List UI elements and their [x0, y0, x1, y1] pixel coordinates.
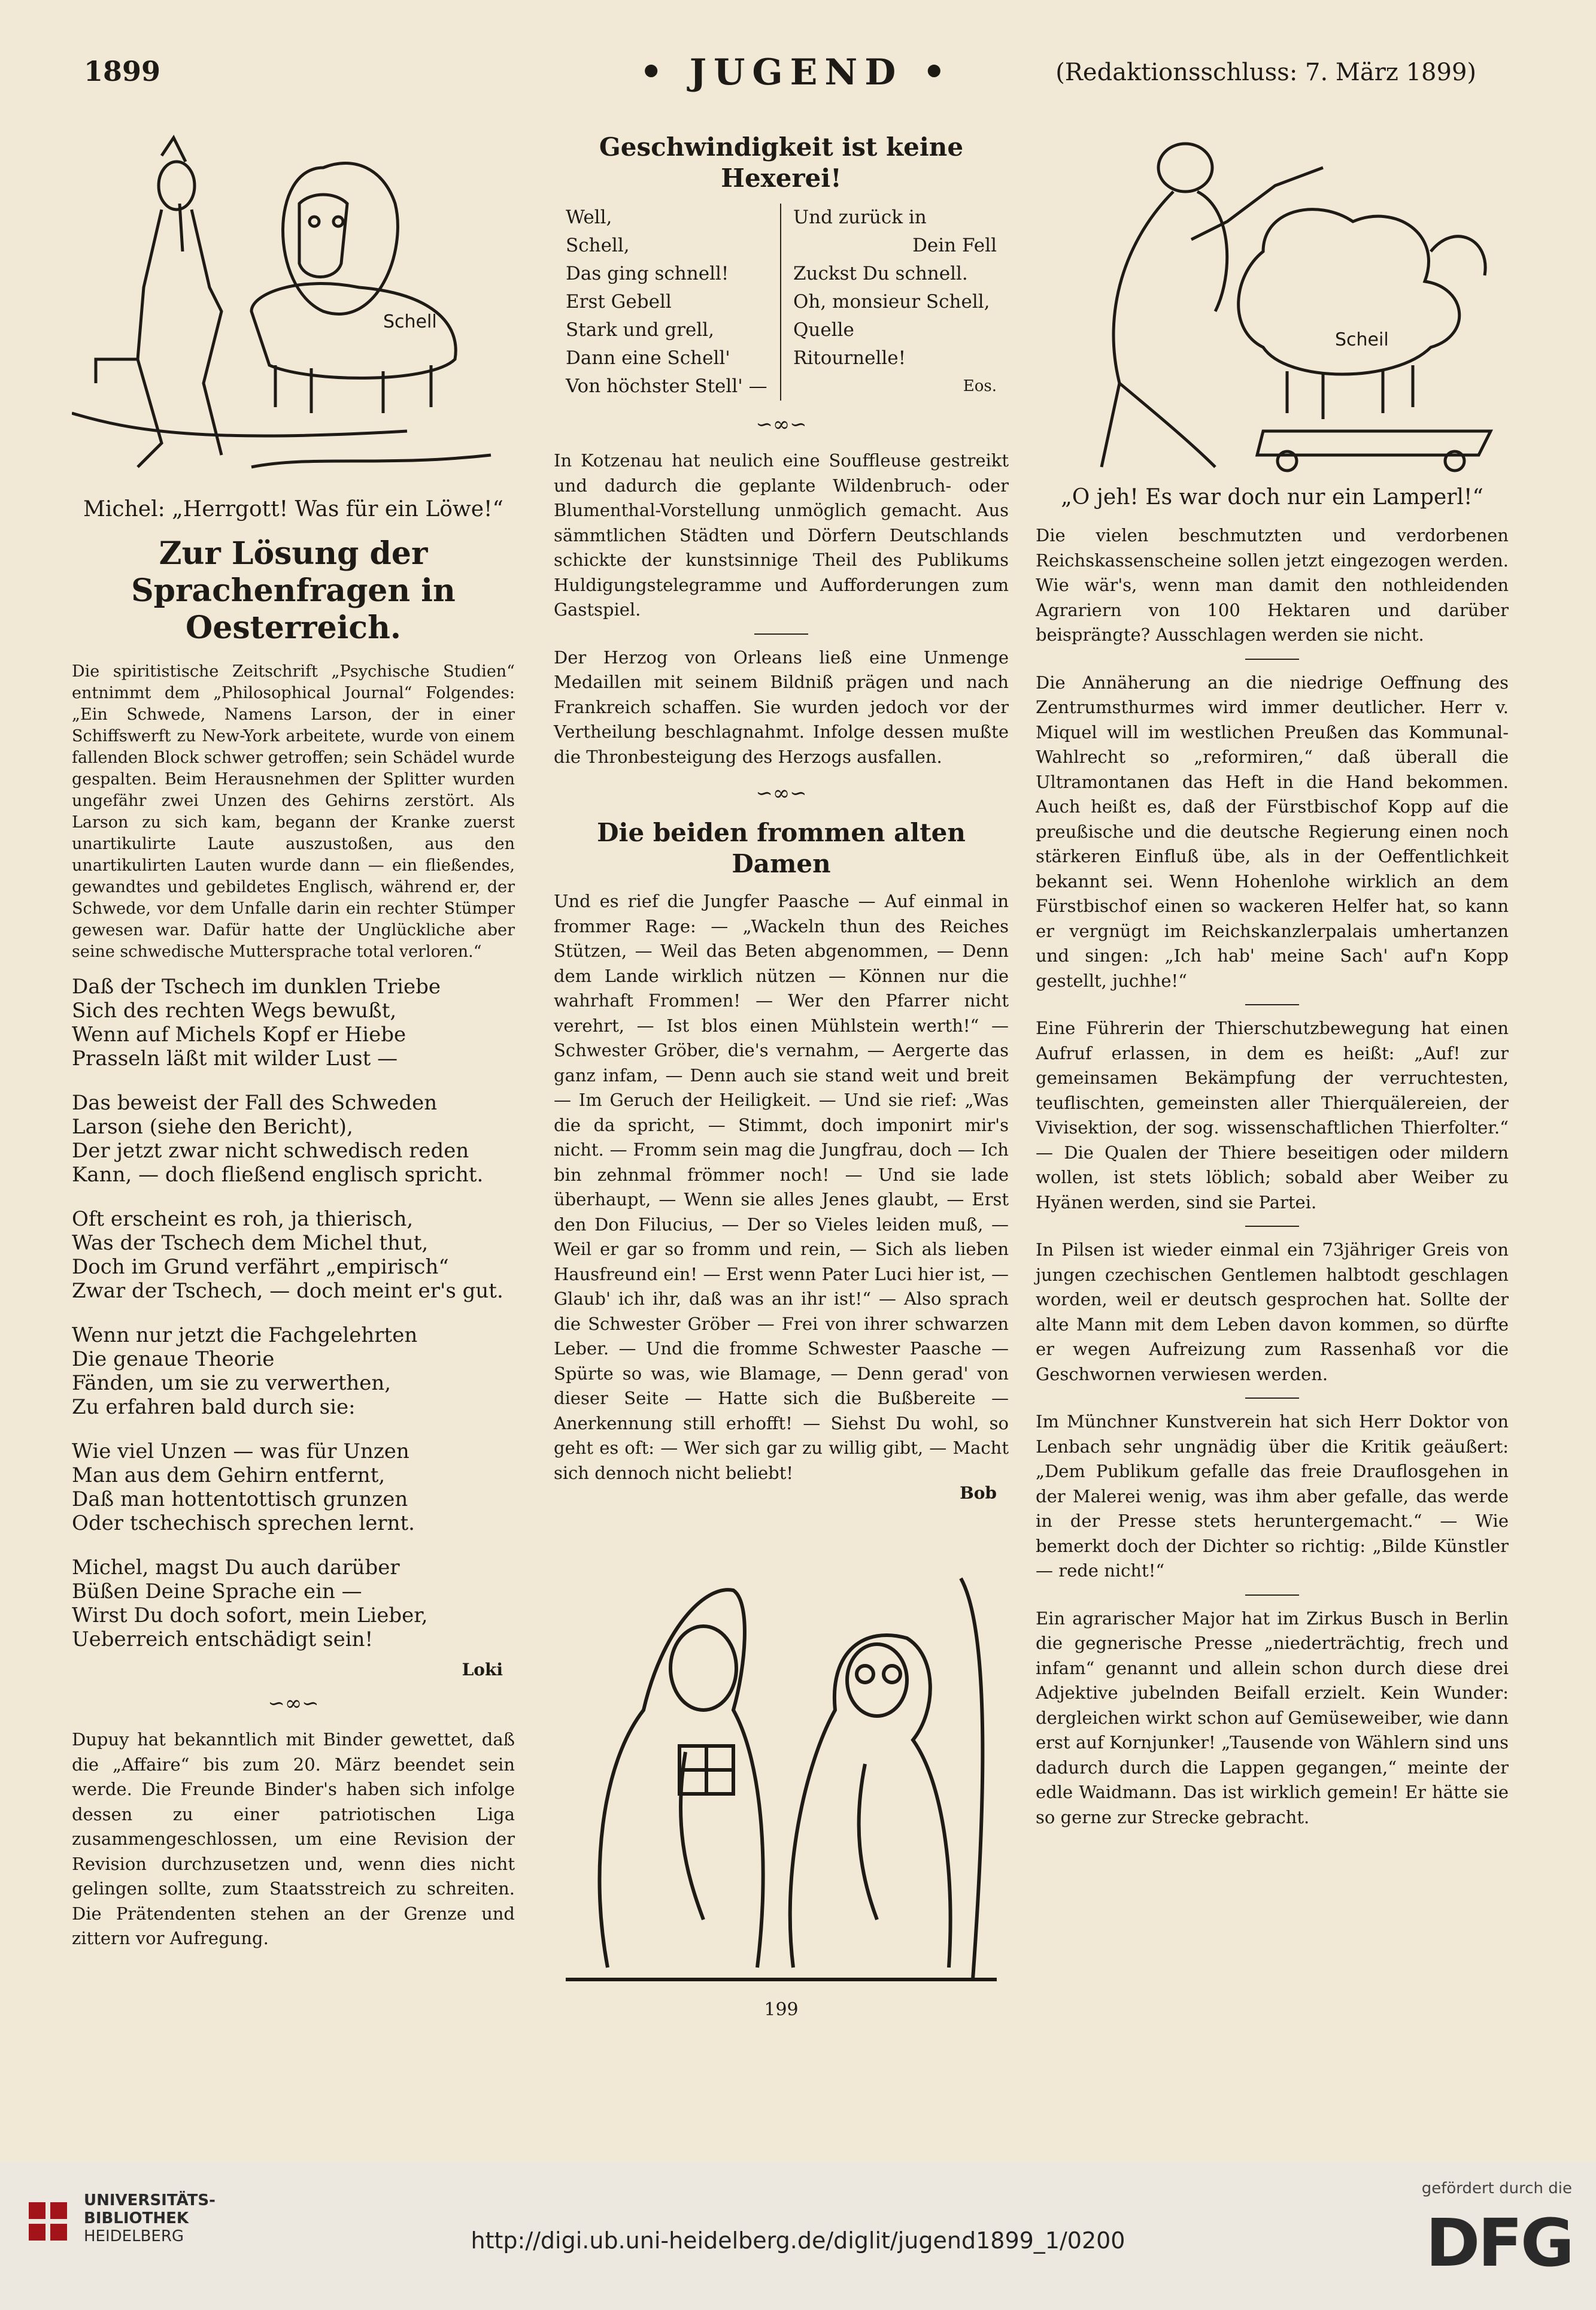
poem-two-column	[554, 204, 1009, 401]
paragraph-damen: Und es rief die Jungfer Paasche — Auf einmal in frommer Rage: — „Wackeln thun des Reiches Stützen, — Weil das Beten abgenommen, — Denn dem Lande wirklich nützen — Können nur die wahrhaft Frommen! — Wer den Pfarrer nicht verehrt, — Ist blos einen Mühlstein werth!“ — Schwester Gröber, die's vernahm, — Aergerte das ganz infam, — Denn auch sie stand weit und breit — Im Geruch der Heiligkeit. — Und sie rief: „Was die da spricht, — Stimmt, doch imponirt mir's nicht. — Fromm sein mag die Jungfrau, doch — Ich bin zehnmal frömmer noch! — Und sie lade überhaupt, — Wenn sie alles Jenes glaubt, — Erst den Don Filucius, — Der so Vieles leiden muß, — Weil er gar so fromm und rein, — Sich als lieben Hausfreund ein! — Erst wenn Pater Luci hier ist, — Glaub' ich ihr, daß was an ihr ist!“ — Also sprach die Schwester Gröber — Frei von ihrer schwarzen Leber. — Und die fromme Schwester Paasche — Spürte so was, wie Blamage, — Denn gerad' von dieser Seite — Hatte sich die Bußbereite — Anerkennung still erhofft! — Siehst Du wohl, so geht es oft: — Wer sich gar zu willig gibt, — Macht sich dennoch nicht beliebt!	[554, 891, 1009, 1483]
caption-lamperl: „O jeh! Es war doch nur ein Lamperl!“	[1061, 485, 1483, 510]
ornament: ∽∞∽	[755, 781, 807, 805]
left-column	[72, 132, 515, 1961]
verse-stanza: Wie viel Unzen — was für Unzen Man aus dem Gehirn entfernt, Daß man hottentottisch grunzen Oder tschechisch sprechen lernt.	[72, 1439, 415, 1535]
header-title: • JUGEND •	[639, 51, 953, 93]
right-column	[1036, 132, 1509, 1839]
verse-stanza: Wenn nur jetzt die Fachgelehrten Die genaue Theorie Fänden, um sie zu verwerthen, Zu erfahren bald durch sie:	[72, 1323, 418, 1419]
header-year: 1899	[84, 55, 161, 87]
verse-stanza: Das beweist der Fall des Schweden Larson (siehe den Bericht), Der jetzt zwar nicht schwedisch reden Kann, — doch fließend englisch spricht.	[72, 1091, 484, 1187]
ornament: ∽∞∽	[268, 1691, 319, 1715]
illustration-two-ladies	[554, 1512, 1009, 1991]
header-deadline: (Redaktionsschluss: 7. März 1899)	[1055, 59, 1476, 86]
lamb-drawing	[1036, 132, 1509, 479]
illustration-michel-lion	[72, 132, 515, 491]
paragraph-thierschutz: Eine Führerin der Thierschutzbewegung hat einen Aufruf erlassen, in dem es heißt: „Auf! zur gemeinsamen Bekämpfung der verruchtesten, teuflischten, gemeinsten aller Thierquälereien, der Vivisektion, der sog. wissenschaftlichen Thierfolter.“ — Die Qualen der Thiere beseitigen oder mildern wollen, ist stets löblich; sobald aber Weiber zu Hyänen werden, sind sie Partei.	[1036, 1018, 1509, 1212]
divider	[1245, 1594, 1299, 1596]
verse-stanza: Michel, magst Du auch darüber Büßen Deine Sprache ein — Wirst Du doch sofort, mein Lieber, Ueberreich entschädigt sein!	[72, 1556, 428, 1651]
article-intro: Die spiritistische Zeitschrift „Psychische Studien“ entnimmt dem „Philosophical Journal“ Folgendes: „Ein Schwede, Namens Larson, der in einer Schiffswerft zu New-York arbeitete, wurde von einem fallenden Block schwer getroffen; sein Schädel wurde gespalten. Beim Herausnehmen der Splitter wurden ungefähr zwei Unzen des Gehirns zerstört. Als Larson zu sich kam, begann der Kranke zuerst unartikulirte Laute auszustoßen, aus den unartikulirten Lauten wurde dann — ein fließendes, gewandtes und gebildetes Englisch, während er, der Schwede, vor dem Unfalle darin ein rechter Stümper gewesen war. Dafür hatte der Unglückliche aber seine schwedische Muttersprache total verloren.“	[72, 662, 515, 961]
dfg-logo: DFG	[1425, 2205, 1572, 2281]
divider	[1245, 1397, 1299, 1399]
middle-column	[554, 132, 1009, 2036]
poem-line: Dann eine Schell'	[566, 347, 730, 369]
document-url-link[interactable]: http://digi.ub.uni-heidelberg.de/diglit/jugend1899_1/0200	[471, 2227, 1125, 2254]
page-number: 199	[764, 1999, 799, 2020]
paragraph-kunstverein: Im Münchner Kunstverein hat sich Herr Doktor von Lenbach sehr ungnädig über die Kritik geäußert: „Dem Publikum gefalle das freie Drauflosgehen in der Malerei wenig, was ihm aber gefalle, das werde in der Presse stets heruntergemacht.“ — Wie bemerkt doch der Dichter so richtig: „Bilde Künstler — rede nicht!“	[1036, 1411, 1509, 1581]
poem-right-column	[781, 204, 1009, 401]
poem-line: Quelle	[793, 319, 854, 341]
illustration-lamb	[1036, 132, 1509, 479]
funded-by-label: gefördert durch die	[1421, 2179, 1572, 2197]
paragraph-orleans: Der Herzog von Orleans ließ eine Unmenge Medaillen mit seinem Bildniß prägen und nach Frankreich schaffen. Sie wurden jedoch vor der Vertheilung beschlagnahmt. Infolge dessen mußte die Thronbesteigung des Herzogs ausfallen.	[554, 647, 1009, 767]
paragraph-dupuy: Dupuy hat bekanntlich mit Binder gewettet, daß die „Affaire“ bis zum 20. März beendet sein werde. Die Freunde Binder's haben sich infolge dessen zu einer patriotischen Liga zusammengeschlossen, um eine Revision der Revision durchzusetzen und, wenn dies nicht gelingen sollte, zum Staatsstreich zu schreiten. Die Prätendenten stehen an der Grenze und zittern vor Aufregung.	[72, 1729, 515, 1948]
library-name-line: BIBLIOTHEK	[84, 2209, 189, 2227]
signature-loki: Loki	[462, 1660, 503, 1680]
caption-michel: Michel: „Herrgott! Was für ein Löwe!“	[83, 497, 503, 522]
divider	[1245, 659, 1299, 660]
poem-line: Dein Fell	[912, 235, 997, 256]
poem-line: Well,	[566, 207, 612, 228]
paragraph-pilsen: In Pilsen ist wieder einmal ein 73jähriger Greis von jungen czechischen Gentlemen halbtodt geschlagen worden, weil er deutsch gesprochen hat. Sollte der alte Mann mit dem Leben davon kommen, so dürfte er wegen Aufreizung zum Rassenhaß vor die Geschwornen verwiesen werden.	[1036, 1239, 1509, 1384]
signature-bob: Bob	[960, 1483, 997, 1503]
poem-line: Das ging schnell!	[566, 263, 729, 284]
poem-title: Geschwindigkeit ist keine Hexerei!	[599, 132, 964, 193]
poem-line: Stark und grell,	[566, 319, 714, 341]
divider	[1245, 1226, 1299, 1227]
poem-line: Und zurück in	[793, 207, 927, 228]
poem-line: Von höchster Stell' —	[566, 375, 767, 397]
viewer-footer	[0, 2162, 1596, 2310]
divider	[754, 633, 808, 635]
verse-stanza: Oft erscheint es roh, ja thierisch, Was der Tschech dem Michel thut, Doch im Grund verfährt „empirisch“ Zwar der Tschech, — doch meint er's gut.	[72, 1207, 503, 1303]
paragraph-major: Ein agrarischer Major hat im Zirkus Busch in Berlin die gegnerische Presse „niederträchtig, frech und infam“ genannt und allein schon durch diese drei Adjektive jubelnden Beifall erzielt. Kein Wunder: dergleichen wirkt schon auf Gemüseweiber, wie dann erst auf Kornjunker! „Tausende von Wählern sind uns dadurch durch die Lappen gegangen,“ meinte der edle Waidmann. Das ist wirklich gemein! Er hätte sie so gerne zur Strecke gebracht.	[1036, 1608, 1509, 1827]
article-title-damen: Die beiden frommen alten Damen	[597, 818, 966, 878]
michel-lion-drawing	[72, 132, 515, 491]
poem-left-column	[554, 204, 781, 401]
two-ladies-drawing	[554, 1512, 1009, 1991]
illus-label-schell: Schell	[383, 311, 437, 332]
verse-stanza: Daß der Tschech im dunklen Triebe Sich des rechten Wegs bewußt, Wenn auf Michels Kopf er Hiebe Prasseln läßt mit wilder Lust —	[72, 975, 441, 1071]
poem-line: Schell,	[566, 235, 630, 256]
poem-line: Zuckst Du schnell.	[793, 263, 968, 284]
library-name-line: UNIVERSITÄTS-	[84, 2191, 216, 2209]
paragraph-zentrumsthurm: Die Annäherung an die niedrige Oeffnung des Zentrumsthurmes wird immer deutlicher. Herr v. Miquel will im westlichen Preußen das Kommunal-Wahlrecht so „reformiren,“ daß überall die Ultramontanen das Heft in die Hand bekommen. Auch heißt es, daß der Fürstbischof Kopp auf die preußische und die deutsche Regierung einen noch stärkeren Einfluß übe, als in der Oeffentlichkeit bekannt sei. Wenn Hohenlohe wirklich an dem Fürstbischof einen so wackeren Helfer hat, so kann er vergnügt im Reichskanzlerpalais umhertanzen und singen: „Ich hab' meine Sach' auf'n Kopp gestellt, juchhe!“	[1036, 672, 1509, 991]
library-name-line: HEIDELBERG	[84, 2227, 184, 2245]
poem-line: Oh, monsieur Schell,	[793, 291, 990, 313]
paragraph-kotzenau: In Kotzenau hat neulich eine Souffleuse gestreikt und dadurch die geplante Wildenbruch- oder Blumenthal-Vorstellung unmöglich gemacht. Aus sämmtlichen Städten und Dörfern Deutschlands schickte der kunstsinnige Theil des Publikums Huldigungstelegramme und Aufforderungen zum Gastspiel.	[554, 450, 1009, 620]
illus-label-scheil: Scheil	[1335, 329, 1389, 350]
ornament: ∽∞∽	[755, 413, 807, 436]
article-title-sprachenfragen: Zur Lösung der Sprachenfragen in Oesterreich.	[131, 535, 456, 646]
divider	[1245, 1004, 1299, 1005]
poem-signature: Eos.	[963, 377, 997, 395]
paragraph-reichskassenscheine: Die vielen beschmutzten und verdorbenen Reichskassenscheine sollen jetzt eingezogen werden. Wie wär's, wenn man damit den nothleidenden Agrariern von 100 Hektaren und darüber beisprängte? Ausschlagen werden sie nicht.	[1036, 525, 1509, 645]
poem-line: Erst Gebell	[566, 291, 672, 313]
poem-line: Ritournelle!	[793, 347, 906, 369]
